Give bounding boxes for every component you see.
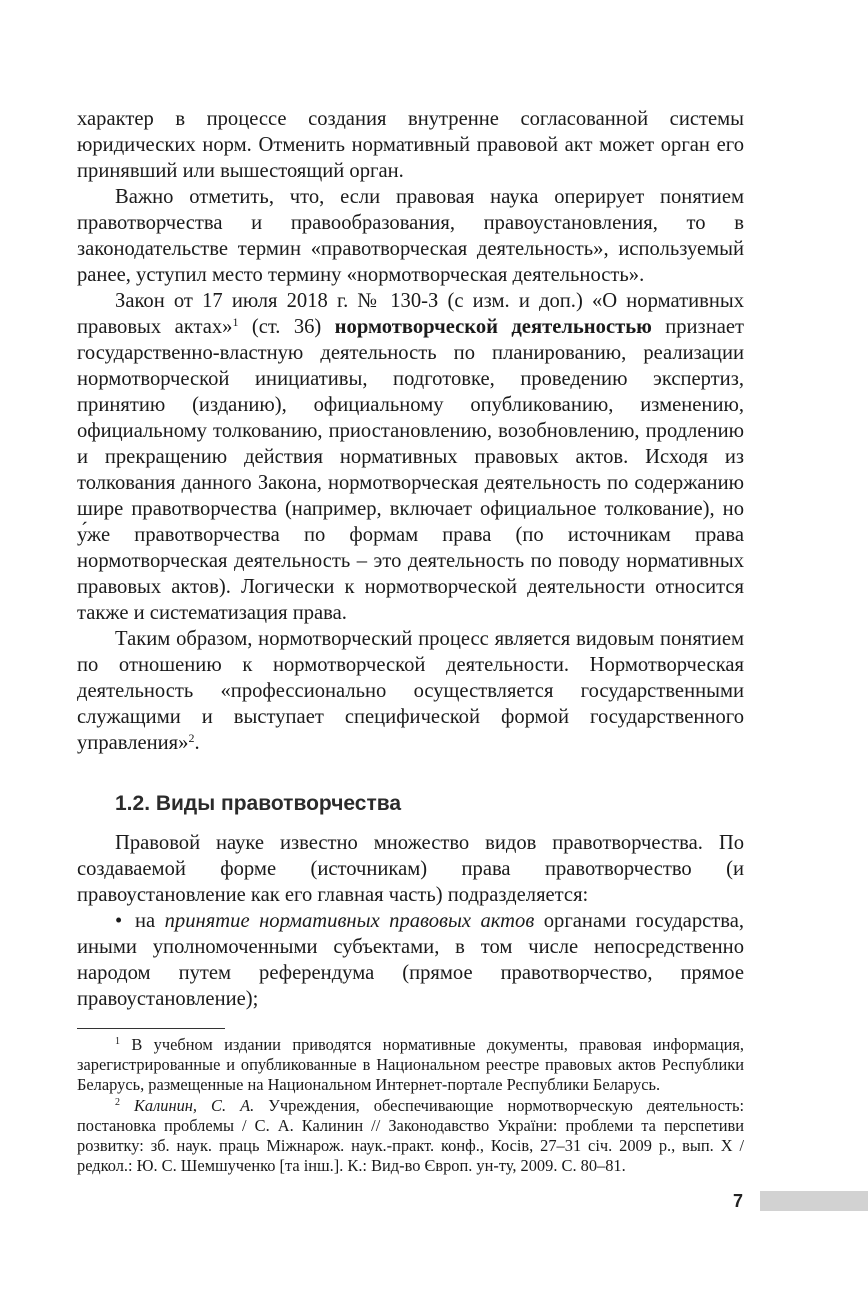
- paragraph-conclusion: [77, 626, 744, 756]
- defined-term: нормотворческой деятельностью: [334, 316, 652, 338]
- paragraph-continuation: характер в процессе создания внутренне согласованной системы юридических норм. Отменить нормативный правовой акт может орган его принявший или вышестоящий орган.: [77, 108, 744, 182]
- page-number-bar: [760, 1191, 868, 1211]
- footnote-ref-1: 1: [232, 315, 239, 329]
- paragraph-law-definition: [77, 288, 744, 626]
- page-number: 7: [733, 1191, 744, 1211]
- footnote-divider: [77, 1028, 225, 1029]
- article-ref: (ст. 36): [238, 316, 335, 338]
- bullet-icon: •: [115, 910, 123, 932]
- conclusion-end: .: [194, 732, 200, 754]
- footnote-number: 2: [115, 1096, 120, 1108]
- definition-text: признает государственно-властную деятельность по планированию, реализации нормотворческой инициативы, подготовке, проведению экспертиз, принятию (изданию), официальному опубликованию, изменению, официальному толкованию, приостановлению, возобновлению, продлению и прекращению действия нормативных правовых актов. Исходя из толкования данного Закона, нормотворческая деятельность по содержанию шире правотворчества (например, включает официальное толкование), но у́же правотворчества по формам права (по источникам права нормотворческая деятельность – это деятельность по поводу нормативных правовых актов). Логически к нормотворческой деятельности относится также и систематизация права.: [77, 316, 744, 624]
- law-citation-text: Закон от 17 июля 2018 г. № 130-З (с изм. и доп.) «О нормативных правовых актах»: [77, 290, 744, 338]
- bullet-prefix: на: [135, 910, 165, 932]
- footnote-2: [77, 1096, 744, 1177]
- bullet-text: органами государства, иными уполномоченными субъектами, в том числе непосредственно народом путем референдума (прямое правотворчество, прямое правоустановление);: [77, 910, 744, 1010]
- footnote-number: 1: [115, 1036, 120, 1047]
- conclusion-text: Таким образом, нормотворческий процесс является видовым понятием по отношению к нормотворческой деятельности. Нормотворческая деятельность «профессионально осуществляется государственными служащими и выступает специфической формой государственного управления»: [77, 628, 744, 754]
- list-item: [77, 908, 744, 1012]
- bullet-emphasis: принятие нормативных правовых актов: [164, 910, 535, 932]
- footnote-ref-2: 2: [188, 731, 195, 745]
- footnote-1: [77, 1035, 744, 1096]
- footnote-author: Калинин, С. А.: [120, 1095, 255, 1115]
- paragraph-section-intro: Правовой науке известно множество видов правотворчества. По создаваемой форме (источникам) права правотворчество (и правоустановление как его главная часть) подразделяется:: [77, 832, 744, 906]
- footnote-text: Учреждения, обеспечивающие нормотворческую деятельность: постановка проблемы / С. А. Калинин // Законодавство України: проблеми та перспетиви розвитку: зб. наук. праць Міжнарож. наук.-практ. конф., Косів, 27–31 січ. 2009 р., вып. X / редкол.: Ю. С. Шемшученко [та інш.]. К.: Вид-во Європ. ун-ту, 2009. С. 80–81.: [77, 1095, 744, 1176]
- paragraph-lawmaking-terms: Важно отметить, что, если правовая наука оперирует понятием правотворчества и правообразования, правоустановления, то в законодательстве термин «правотворческая деятельность», используемый ранее, уступил место термину «нормотворческая деятельность».: [77, 186, 744, 286]
- footnote-text: В учебном издании приводятся нормативные документы, правовая информация, зарегистрированные и опубликованные в Национальном реестре правовых актов Республики Беларусь, размещенные на Национальном Интернет-портале Республики Беларусь.: [77, 1035, 744, 1095]
- section-heading: 1.2. Виды правотворчества: [115, 792, 402, 815]
- page-body: [77, 106, 744, 1176]
